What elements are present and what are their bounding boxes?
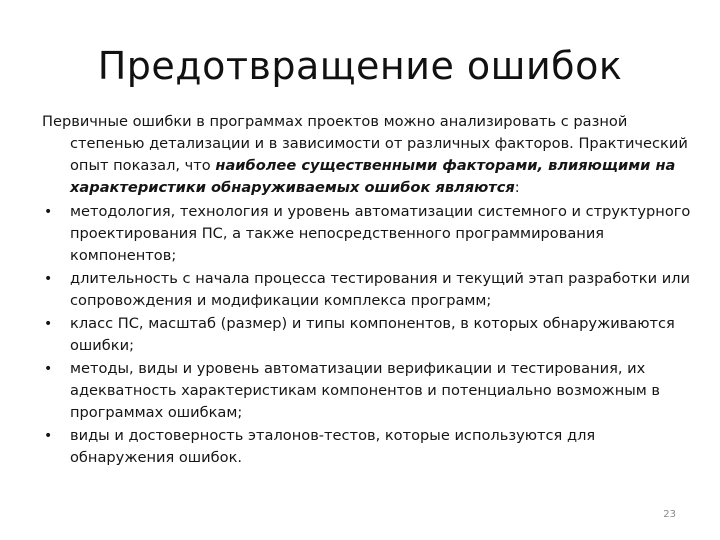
intro-colon: : — [514, 179, 520, 196]
bullet-icon: • — [44, 361, 53, 377]
intro-emphasis: наиболее существенными факторами, влияющими на характеристики обнаруживаемых ошибок являются — [70, 157, 676, 196]
list-item — [42, 358, 692, 424]
page-number: 23 — [663, 509, 676, 520]
list-item-text: класс ПС, масштаб (размер) и типы компонентов, в которых обнаруживаются ошибки; — [70, 315, 675, 354]
list-item-text: виды и достоверность эталонов-тестов, которые используются для обнаружения ошибок. — [70, 427, 596, 466]
intro-paragraph — [42, 111, 692, 199]
slide-title: Предотвращение ошибок — [97, 44, 623, 88]
list-item-text: методология, технология и уровень автоматизации системного и структурного проектирования ПС, а также непосредственного программирования компонентов; — [70, 203, 691, 264]
list-item — [42, 201, 692, 267]
list-item — [42, 425, 692, 469]
intro-text: Первичные ошибки в программах проектов можно анализировать с разной степенью детализации и в зависимости от различных факторов. Практический опыт показал, что — [42, 113, 688, 174]
bullet-icon: • — [44, 204, 53, 220]
list-item — [42, 268, 692, 312]
list-item-text: методы, виды и уровень автоматизации верификации и тестирования, их адекватность характеристикам компонентов и потенциально возможным в программах ошибкам; — [70, 360, 661, 421]
list-item-text: длительность с начала процесса тестирования и текущий этап разработки или сопровождения и модификации комплекса программ; — [70, 270, 690, 309]
bullet-list — [42, 201, 692, 469]
slide-body — [42, 111, 692, 470]
bullet-icon: • — [44, 271, 53, 287]
bullet-icon: • — [44, 316, 53, 332]
bullet-icon: • — [44, 428, 53, 444]
list-item — [42, 313, 692, 357]
